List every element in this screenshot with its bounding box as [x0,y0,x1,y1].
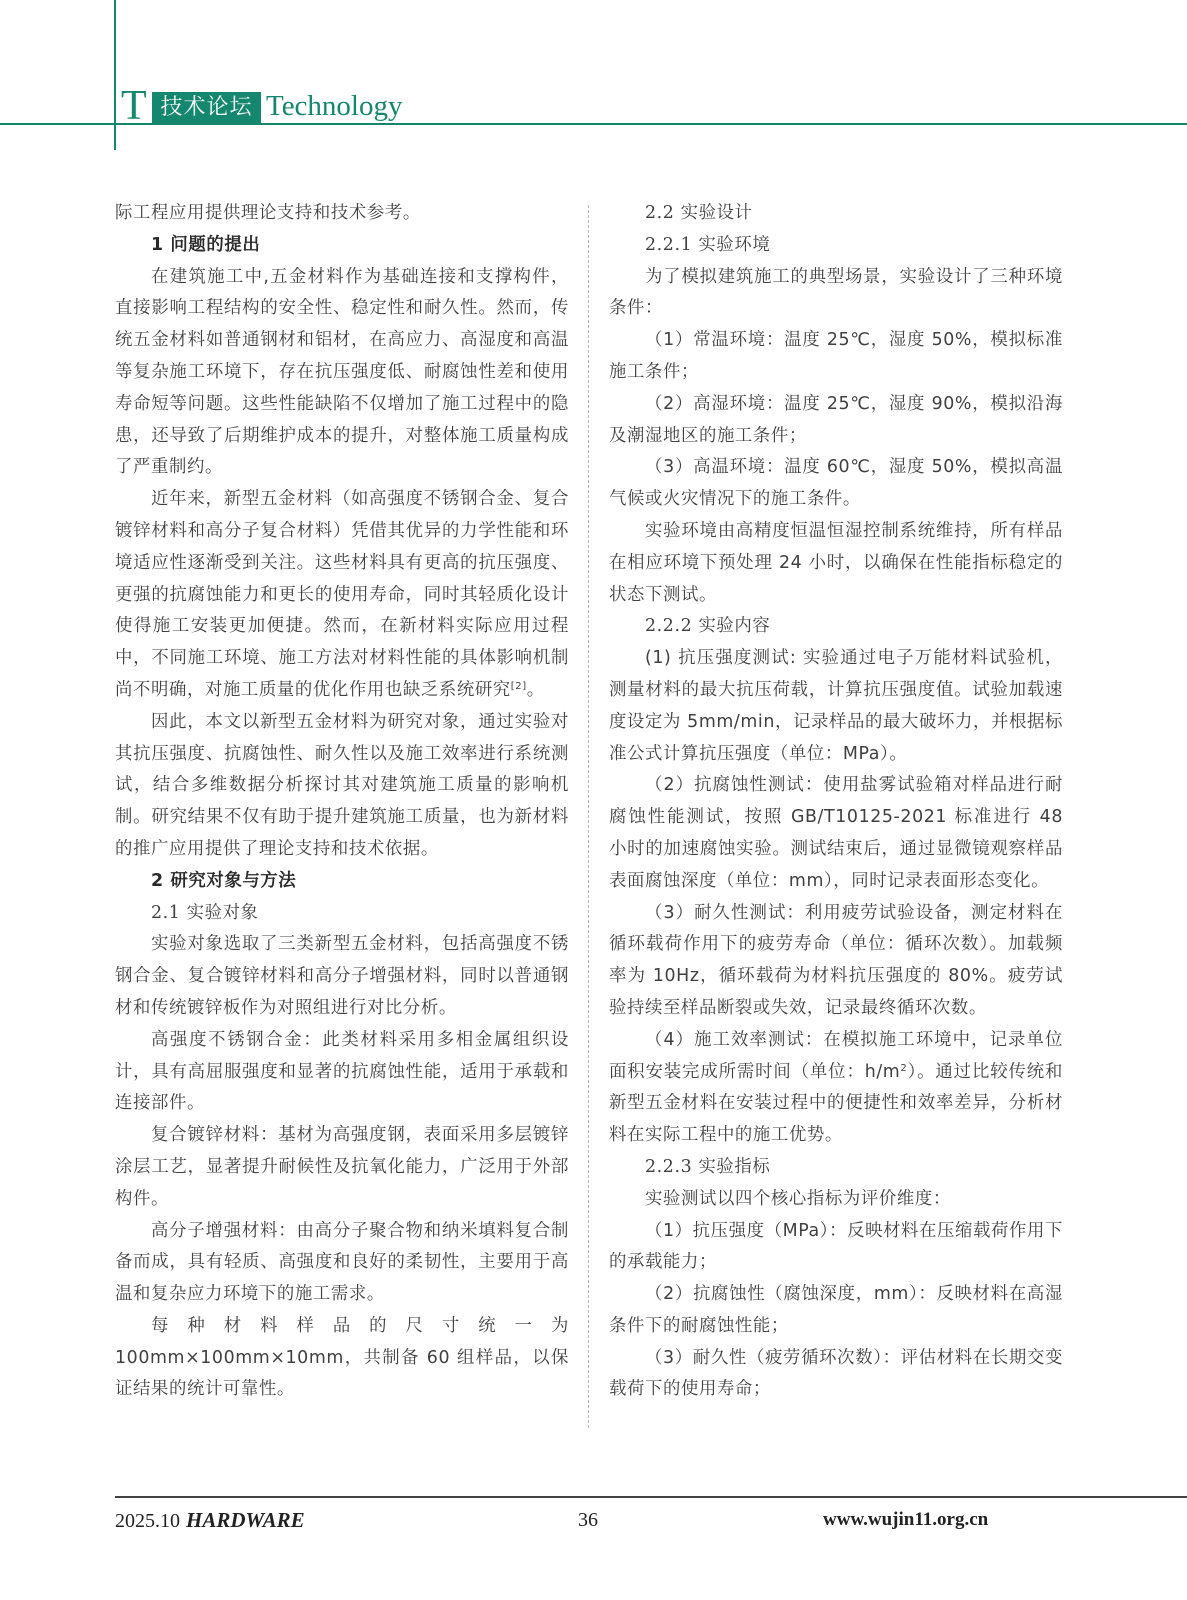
paragraph: （3）耐久性（疲劳循环次数）：评估材料在长期交变载荷下的使用寿命； [609,1347,1063,1400]
paragraph [115,484,569,707]
paragraph-end: 。 [526,679,545,700]
paragraph-text: （4）施工效率测试：在模拟施工环境中，记录单位面积安装完成所需时间（单位：h/m [609,1029,1063,1082]
paragraph: 高分子增强材料：由高分子聚合物和纳米填料复合制备而成，具有轻质、高强度和良好的柔韧性，主要用于高温和复杂应力环境下的施工需求。 [115,1220,569,1305]
paragraph: （1）常温环境：温度 25℃，湿度 50%，模拟标准施工条件； [609,330,1063,382]
subsection-heading: 2.2 实验设计 [645,203,753,223]
issue-date: 2025.10 [115,1510,180,1532]
citation-ref: [2] [510,680,527,692]
paragraph: （3）高温环境：温度 60℃，湿度 50%，模拟高温气候或火灾情况下的施工条件。 [609,457,1063,510]
subsection-heading: 2.2.1 实验环境 [645,234,771,255]
magazine-name: HARDWARE [186,1508,305,1532]
paragraph: 每种材料样品的尺寸统一为100mm×100mm×10mm，共制备 60 组样品，以保证结果的统计可靠性。 [115,1315,569,1400]
website-link[interactable]: www.wujin11.org.cn [823,1509,989,1530]
paragraph: 为了模拟建筑施工的典型场景，实验设计了三种环境条件： [609,266,1063,319]
paragraph: 因此，本文以新型五金材料为研究对象，通过实验对其抗压强度、抗腐蚀性、耐久性以及施工效率进行系统测试，结合多维数据分析探讨其对建筑施工质量的影响机制。研究结果不仅有助于提升建筑施工质量，也为新材料的推广应用提供了理论支持和技术依据。 [115,711,569,859]
subsection-heading: 2.2.2 实验内容 [645,616,771,637]
footer-rule [115,1496,1187,1498]
column-divider [588,205,589,1428]
subsection-heading: 2.2.3 实验指标 [645,1156,771,1177]
paragraph: 复合镀锌材料：基材为高强度钢，表面采用多层镀锌涂层工艺，显著提升耐候性及抗氧化能力，广泛用于外部构件。 [115,1125,569,1209]
section-logo-letter: T [121,83,147,129]
paragraph-text: 近年来，新型五金材料（如高强度不锈钢合金、复合镀锌材料和高分子复合材料）凭借其优异的力学性能和环境适应性逐渐受到关注。这些材料具有更高的抗压强度、更强的抗腐蚀能力和更长的使用寿命，同时其轻质化设计使得施工安装更加便捷。然而，在新材料实际应用过程中，不同施工环境、施工方法对材料性能的具体影响机制尚不明确，对施工质量的优化作用也缺乏系统研究 [115,489,569,700]
superscript: 2 [900,1062,908,1074]
section-label-en: Technology [266,90,403,122]
paragraph-text: ）。通过比较传统和新型五金材料在安装过程中的便捷性和效率差异，分析材料在实际工程中的施工优势。 [609,1061,1063,1146]
section-label-cn: 技术论坛 [152,92,261,123]
subsection-heading: 2.1 实验对象 [151,902,259,923]
footer-issue [115,1508,305,1533]
paragraph: （2）高湿环境：温度 25℃，湿度 90%，模拟沿海及潮湿地区的施工条件； [609,393,1063,446]
section-heading: 1 问题的提出 [151,234,261,255]
left-column [115,198,569,1406]
paragraph: （2）抗腐蚀性测试：使用盐雾试验箱对样品进行耐腐蚀性能测试，按照 GB/T10125-2021 标准进行 48 小时的加速腐蚀实验。测试结束后，通过显微镜观察样品表面腐蚀深度（单位：mm），同时记录表面形态变化。 [609,775,1063,891]
paragraph: (1) 抗压强度测试: 实验通过电子万能材料试验机，测量材料的最大抗压荷载，计算抗压强度值。试验加载速度设定为 5mm/min，记录样品的最大破坏力，并根据标准公式计算抗压强度（单位：MPa）。 [609,648,1063,764]
paragraph: （2）抗腐蚀性（腐蚀深度，mm）：反映材料在高湿条件下的耐腐蚀性能； [609,1284,1063,1336]
section-heading: 2 研究对象与方法 [151,870,297,891]
paragraph: 实验测试以四个核心指标为评价维度： [645,1188,951,1209]
header-vertical-rule [114,0,116,150]
paragraph: 在建筑施工中,五金材料作为基础连接和支撑构件，直接影响工程结构的安全性、稳定性和耐久性。然而，传统五金材料如普通钢材和铝材，在高应力、高湿度和高温等复杂施工环境下，存在抗压强度低、耐腐蚀性差和使用寿命短等问题。这些性能缺陷不仅增加了施工过程中的隐患，还导致了后期维护成本的提升，对整体施工质量构成了严重制约。 [115,266,569,478]
paragraph: 际工程应用提供理论支持和技术参考。 [115,203,421,223]
paragraph [609,1025,1063,1152]
paragraph: （3）耐久性测试：利用疲劳试验设备，测定材料在循环载荷作用下的疲劳寿命（单位：循环次数）。加载频率为 10Hz，循环载荷为材料抗压强度的 80%。疲劳试验持续至样品断裂或失效，记录最终循环次数。 [609,902,1063,1018]
paragraph: 实验对象选取了三类新型五金材料，包括高强度不锈钢合金、复合镀锌材料和高分子增强材料，同时以普通钢材和传统镀锌板作为对照组进行对比分析。 [115,934,569,1018]
paragraph: （1）抗压强度（MPa）：反映材料在压缩载荷作用下的承载能力； [609,1220,1063,1273]
page-number: 36 [578,1509,598,1531]
paragraph: 实验环境由高精度恒温恒湿控制系统维持，所有样品在相应环境下预处理 24 小时，以确保在性能指标稳定的状态下测试。 [609,520,1063,605]
header-horizontal-rule [0,123,1187,125]
right-column [609,198,1063,1406]
paragraph: 高强度不锈钢合金：此类材料采用多相金属组织设计，具有高屈服强度和显著的抗腐蚀性能，适用于承载和连接部件。 [115,1029,569,1114]
